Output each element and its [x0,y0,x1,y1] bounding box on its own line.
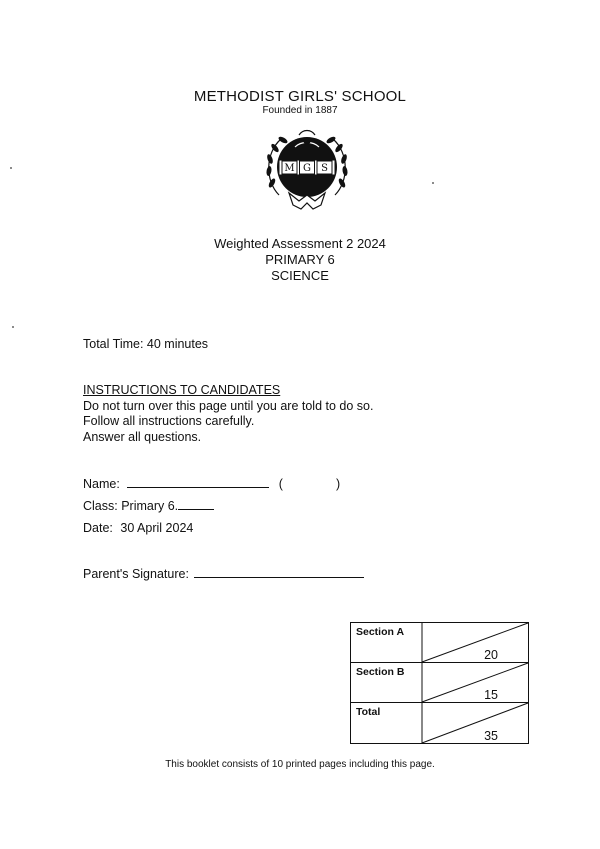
class-field-line[interactable] [178,498,214,510]
index-close-paren: ) [335,477,341,491]
date-value: 30 April 2024 [120,521,194,535]
scan-speck [10,167,12,169]
index-open-paren: ( [278,477,283,491]
assessment-level: PRIMARY 6 [265,252,335,267]
total-max-marks: 35 [484,729,498,743]
section-a-max-marks: 20 [484,648,498,662]
assessment-title: Weighted Assessment 2 2024 [214,236,386,251]
section-a-label: Section A [356,626,405,638]
scan-speck [432,182,434,184]
founded-year: Founded in 1887 [262,105,338,116]
date-row [83,521,193,535]
section-b-label: Section B [356,666,405,678]
score-table [350,622,529,744]
total-time: Total Time: 40 minutes [83,337,209,351]
school-name: METHODIST GIRLS' SCHOOL [193,88,407,105]
signature-row [83,566,364,581]
instruction-item: Follow all instructions carefully. [83,414,255,428]
crest-ribbon [289,193,325,209]
class-field-row [83,498,214,513]
score-cell-diagonal [422,663,528,702]
instruction-item: Answer all questions. [83,430,202,444]
date-label: Date: [83,521,113,535]
name-label: Name: [83,477,120,491]
instructions-heading: INSTRUCTIONS TO CANDIDATES [83,383,281,397]
assessment-subject: SCIENCE [271,268,329,283]
scan-speck [12,326,14,328]
score-cell-diagonal [422,703,528,743]
signature-label: Parent's Signature: [83,567,189,581]
class-label: Class: Primary 6. [83,499,179,513]
footer-note: This booklet consists of 10 printed pages including this page. [165,759,435,770]
crest-letter: M [284,163,295,174]
crest-letter: G [303,163,311,174]
total-label: Total [356,706,381,718]
score-cell-diagonal [422,623,528,662]
signature-line[interactable] [194,566,364,578]
section-b-max-marks: 15 [484,688,498,702]
school-crest-logo [259,121,355,217]
crest-top-ornament-outline [299,131,315,136]
instruction-item: Do not turn over this page until you are told to do so. [83,399,374,413]
score-table-border [351,623,529,744]
name-field-line[interactable] [127,476,269,488]
name-field-row [83,476,340,491]
crest-letters [284,163,328,174]
crest-letter: S [321,163,328,174]
